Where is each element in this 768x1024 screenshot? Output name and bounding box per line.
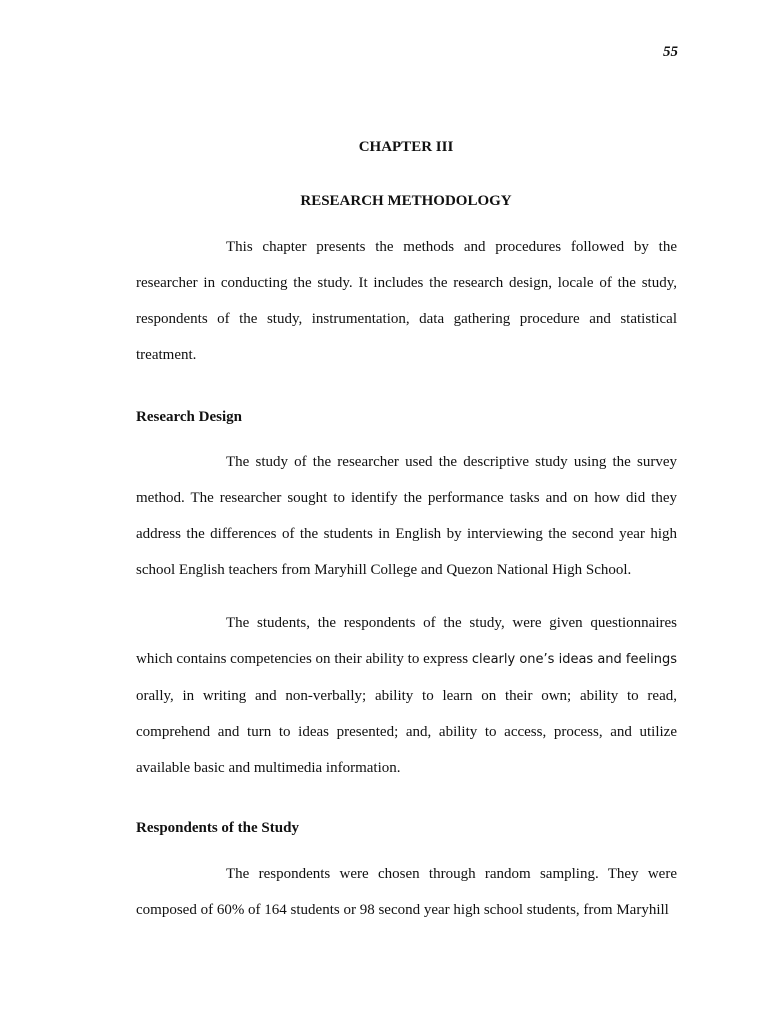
research-design-heading: Research Design <box>136 409 242 425</box>
intro-paragraph: This chapter presents the methods and procedures followed by the researcher in conducting the study. It includes the research design, locale of the study, respondents of the study, instrumentation, data gathering procedure and statistical treatment. <box>136 239 677 363</box>
page-number: 55 <box>663 44 678 60</box>
paragraph-text-sans: clearly one’s ideas and feelings <box>471 652 677 667</box>
paragraph-text: orally, in writing and non-verbally; ability to learn on their own; ability to read, comprehend and turn to ideas presented; and, ability to access, process, and utilize available basic and multimedia information. <box>136 688 677 776</box>
respondents-heading: Respondents of the Study <box>136 820 299 836</box>
chapter-subtitle: RESEARCH METHODOLOGY <box>300 193 512 209</box>
research-design-paragraph-1: The study of the researcher used the descriptive study using the survey method. The researcher sought to identify the performance tasks and on how did they address the differences of the students in English by interviewing the second year high school English teachers from Maryhill College and Quezon National High School. <box>136 454 677 578</box>
paragraph-text: The students, the respondents of the study, were given questionnaires which contains competencies on their ability to express <box>136 615 677 667</box>
chapter-title: CHAPTER III <box>358 139 454 155</box>
respondents-paragraph-1: The respondents were chosen through random sampling. They were composed of 60% of 164 students or 98 second year high school students, from Maryhill <box>136 866 677 918</box>
research-design-paragraph-2 <box>136 605 677 786</box>
